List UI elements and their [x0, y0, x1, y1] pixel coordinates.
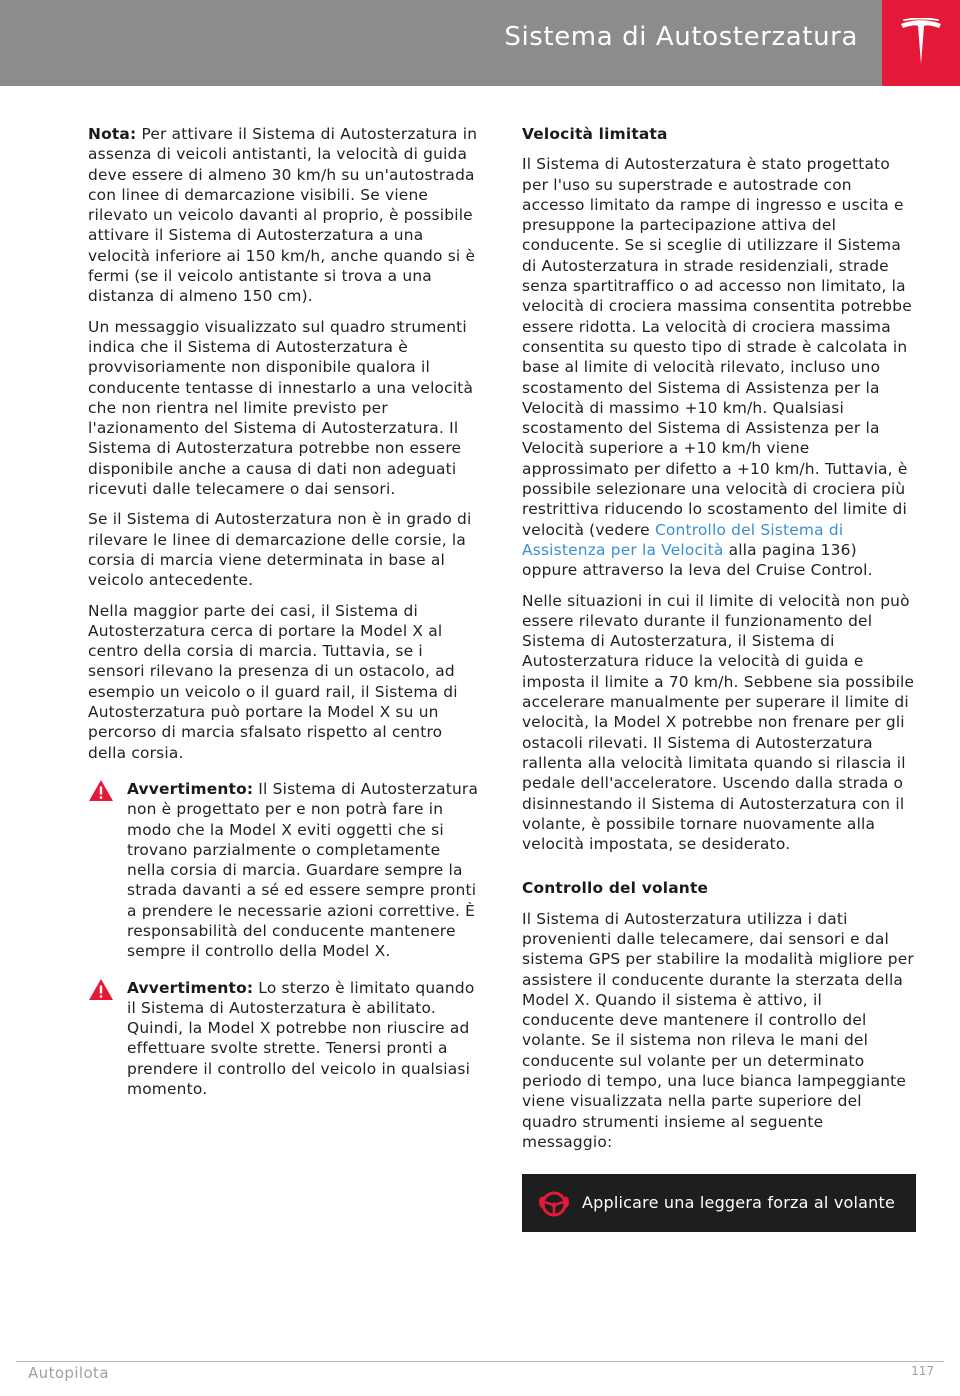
- warning-triangle-icon: [88, 779, 114, 802]
- warning-block: [88, 779, 480, 962]
- warning-text: Lo sterzo è limitato quando il Sistema di Autosterzatura è abilitato. Quindi, la Model X potrebbe non riuscire ad effettuare svolte strette. Tenersi pronti a prendere il controllo del veicolo in qualsiasi momento.: [127, 978, 475, 1099]
- paragraph: Nella maggior parte dei casi, il Sistema di Autosterzatura cerca di portare la Model X al centro della corsia di marcia. Tuttavia, se i sensori rilevano la presenza di un ostacolo, ad esempio un veicolo o il guard rail, il Sistema di Autosterzatura può portare la Model X su un percorso di marcia sfalsato rispetto al centro della corsia.: [88, 601, 458, 762]
- page-number: 117: [911, 1364, 934, 1378]
- right-column: [522, 124, 916, 1232]
- warning-label: Avvertimento:: [127, 779, 254, 798]
- warning-block: [88, 978, 480, 1100]
- note-paragraph: [88, 124, 480, 307]
- paragraph-text: Il Sistema di Autosterzatura è stato progettato per l'uso su superstrade e autostrade con accesso limitato da rampe di ingresso e uscita e presuppone la partecipazione attiva del conducente. Se si sceglie di utilizzare il Sistema di Autosterzatura in strade residenziali, strade senza spartitraffico o ad accesso non limitato, la velocità di crociera massima consentita potrebbe essere ridotta. La velocità di crociera massima consentita su questo tipo di strade è calcolata in base al limite di velocità rilevato, incluso uno scostamento del Sistema di Assistenza per la Velocità di massimo +10 km/h. Qualsiasi scostamento del Sistema di Assistenza per la Velocità superiore a +10 km/h viene approssimato per difetto a +10 km/h. Tuttavia, è possibile selezionare una velocità di crociera più restrittiva riducendo lo scostamento del limite di velocità (vedere: [522, 155, 912, 539]
- page-header: [0, 0, 960, 86]
- footer-section-name: Autopilota: [28, 1364, 109, 1382]
- tesla-logo: [882, 0, 960, 86]
- steering-wheel-hands-icon: [536, 1188, 572, 1220]
- cross-reference-link[interactable]: Controllo del Sistema di Assistenza per la Velocità: [522, 520, 844, 559]
- paragraph: Se il Sistema di Autosterzatura non è in grado di rilevare le linee di demarcazione delle corsie, la corsia di marcia viene determinata in base al veicolo antecedente.: [88, 510, 472, 590]
- left-column: [88, 124, 480, 1111]
- paragraph: Un messaggio visualizzato sul quadro strumenti indica che il Sistema di Autosterzatura è provvisoriamente non disponibile qualora il conducente tentasse di innestarlo a una velocità che non rientra nel limite previsto per l'azionamento del Sistema di Autosterzatura. Il Sistema di Autosterzatura potrebbe non essere disponibile anche a causa di dati non adeguati ricevuti dalle telecamere o dai sensori.: [88, 317, 474, 499]
- footer-divider: [16, 1361, 944, 1362]
- warning-label: Avvertimento:: [127, 978, 254, 997]
- paragraph: Nelle situazioni in cui il limite di velocità non può essere rilevato durante il funzionamento del Sistema di Autosterzatura, il Sistema di Autosterzatura riduce la velocità di guida e imposta il limite a 70 km/h. Sebbene sia possibile accelerare manualmente per superare il limite di velocità, la Model X potrebbe non frenare per gli ostacoli rilevati. Il Sistema di Autosterzatura rallenta alla velocità limitata quando si rilascia il pedale dell'acceleratore. Uscendo dalla strada o disinnestando il Sistema di Autosterzatura con il volante, è possibile tornare nuovamente alla velocità impostata, se desiderato.: [522, 591, 915, 854]
- note-label: Nota:: [88, 125, 137, 143]
- paragraph-text: alla pagina 136) oppure attraverso la leva del Cruise Control.: [522, 540, 873, 580]
- dashboard-message-banner: [522, 1174, 916, 1232]
- paragraph: Il Sistema di Autosterzatura utilizza i dati provenienti dalle telecamere, dai sensori e dal sistema GPS per stabilire la modalità migliore per assistere il conducente durante la sterzata della Model X. Quando il sistema è attivo, il conducente deve mantenere il controllo del volante. Se il sistema non rileva le mani del conducente sul volante per un determinato periodo di tempo, una luce bianca lampeggiante viene visualizzata nella parte superiore del quadro strumenti insieme al seguente messaggio:: [522, 909, 914, 1151]
- page-title: Sistema di Autosterzatura: [504, 22, 858, 52]
- section-heading-steering-control: Controllo del volante: [522, 879, 709, 898]
- warning-text: Il Sistema di Autosterzatura non è progettato per e non potrà fare in modo che la Model X eviti oggetti che si trovano parzialmente o completamente nella corsia di marcia. Guardare sempre la strada davanti a sé ed essere sempre pronti a prendere le necessarie azioni correttive. È responsabilità del conducente mantenere sempre il controllo della Model X.: [127, 779, 479, 961]
- tesla-t-icon: [899, 18, 943, 68]
- section-heading-speed-limit: Velocità limitata: [522, 125, 668, 143]
- warning-triangle-icon: [88, 978, 114, 1001]
- paragraph: [522, 154, 916, 580]
- banner-message: Applicare una leggera forza al volante: [582, 1193, 895, 1213]
- note-text: Per attivare il Sistema di Autosterzatura in assenza di veicoli antistanti, la velocità di guida deve essere di almeno 30 km/h su un'autostrada con linee di demarcazione visibili. Se viene rilevato un veicolo davanti al proprio, è possibile attivare il Sistema di Autosterzatura a una velocità inferiore ai 150 km/h, anche quando si è fermi (se il veicolo antistante si trova a una distanza di almeno 150 cm).: [88, 125, 478, 306]
